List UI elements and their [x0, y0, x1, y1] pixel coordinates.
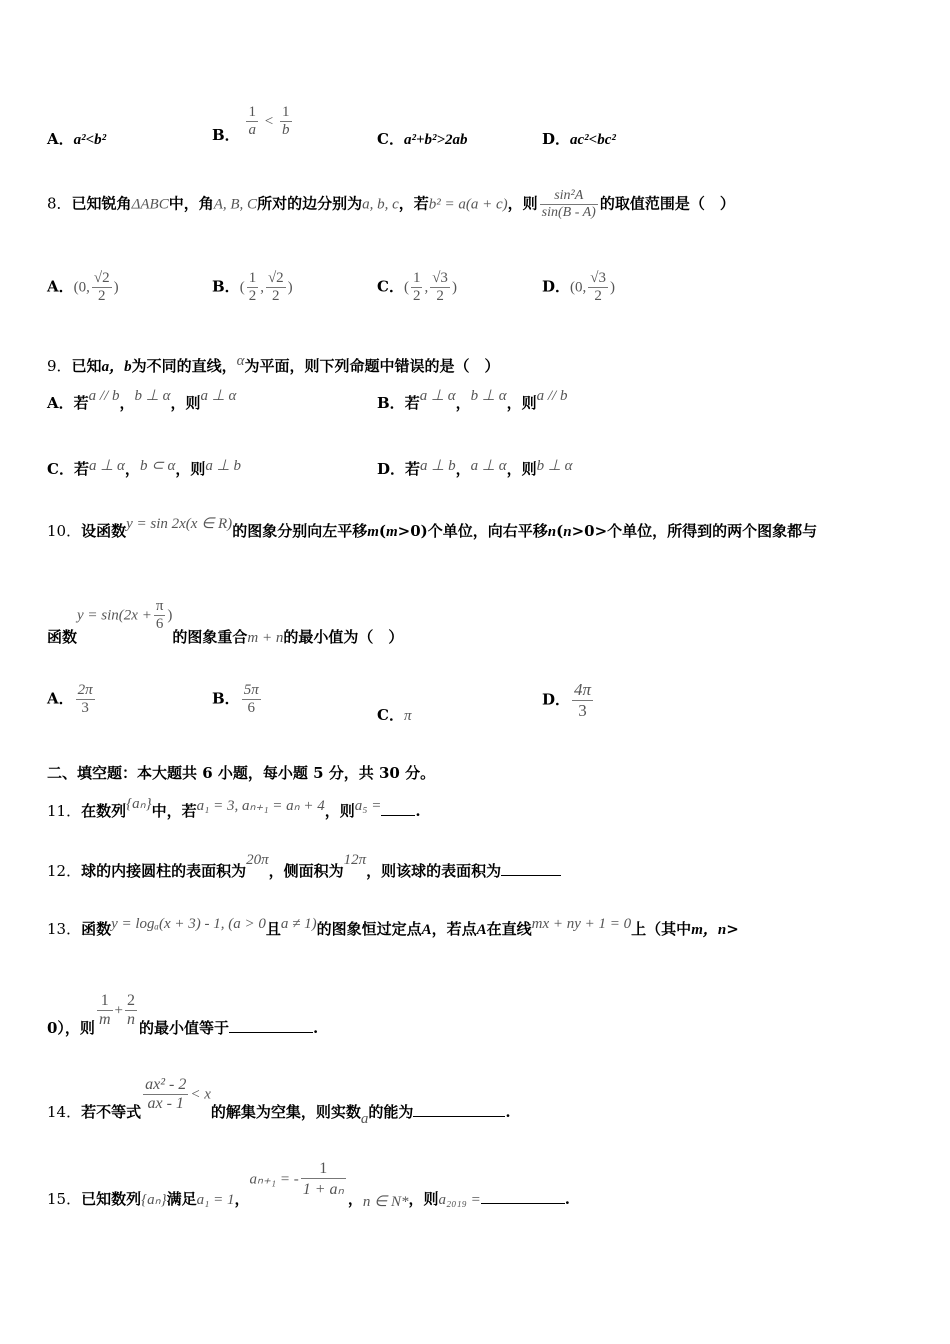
question-12: 12．球的内接圆柱的表面积为20π，侧面积为12π，则该球的表面积为 [47, 860, 561, 881]
q7-option-c: C．a²+b²>2ab [377, 130, 468, 148]
q10-option-a: A． $\frac{2\pi}{3}$ [47, 682, 93, 716]
section-2-heading: 二、填空题：本大题共 6 小题，每小题 5 分，共 30 分。 [47, 764, 436, 782]
question-13-line-2: 0），则 $\frac{1}{m}$ + $\frac{2}{n}$ 的最小值等于 . [47, 992, 319, 1037]
q9-option-a: A．若a // b，b ⊥ α，则a ⊥ α [47, 388, 237, 412]
q7-option-d: D．ac²<bc² [542, 130, 616, 148]
q9-option-d: D．若a ⊥ b，a ⊥ α，则b ⊥ α [377, 458, 573, 478]
question-9: 9．已知a，b为不同的直线，α为平面，则下列命题中错误的是（ ） [47, 353, 500, 375]
q9-option-b: B．若a ⊥ α，b ⊥ α，则a // b [377, 388, 568, 412]
q8-option-c: C．( $\frac{1}{2}$ , $\frac{√3}{2}$ ) [377, 270, 457, 304]
question-10-line-1: 10．设函数y = sin 2x(x ∈ R)的图象分别向左平移m(m>0)个单位，向右平移n(n>0>个单位，所得到的两个图象都与 [47, 516, 818, 540]
q8-option-a: A．(0, $\frac{√2}{2}$ ) [47, 270, 119, 304]
q8-option-b: B．( $\frac{1}{2}$ , $\frac{√2}{2}$ ) [212, 270, 293, 304]
q10-option-b: B． $\frac{5\pi}{6}$ [212, 682, 259, 716]
question-15: 15．已知数列{aₙ}满足a₁ = 1，aₙ₊₁ = - $\frac{1}{\text{1 + aₙ}}$ ，n ∈ N*，则a₂₀₁₉ = . [47, 1160, 570, 1210]
q9-option-c: C．若a ⊥ α，b ⊂ α，则a ⊥ b [47, 458, 241, 478]
q10-option-d: D． $\frac{4\pi}{3}$ [542, 680, 592, 720]
q7-option-b: B． $\frac{1}{a}$ < $\frac{1}{b}$ [212, 104, 290, 144]
question-8: 8．已知锐角ΔABC中，角A, B, C所对的边分别为a, b, c，若b² = a(a + c)，则 $\frac{\text{sin²A}}{\sin(B - A)}$ 的取值范围是（ ） [47, 188, 735, 220]
q8-option-d: D．(0, $\frac{√3}{2}$ ) [542, 270, 615, 304]
q7-option-a: A．a²<b² [47, 130, 107, 148]
question-14: 14．若不等式 $\frac{\text{ax² - 2}}{ax - 1}$ < x的解集为空集，则实数a的能为 . [47, 1076, 511, 1127]
q10-option-c: C．π [377, 706, 412, 724]
question-10-line-2: 函数y = sin(2x + $\frac{\pi}{6}$ )的图象重合m + n的最小值为（ ） [47, 598, 404, 646]
question-13-line-1: 13．函数y = logₐ(x + 3) - 1, (a > 0且a ≠ 1)的图象恒过定点A，若点A在直线mx + ny + 1 = 0上（其中m，n> [47, 916, 739, 938]
question-11: 11．在数列{aₙ}中，若a₁ = 3, aₙ₊₁ = aₙ + 4，则a₅ = . [47, 796, 421, 820]
